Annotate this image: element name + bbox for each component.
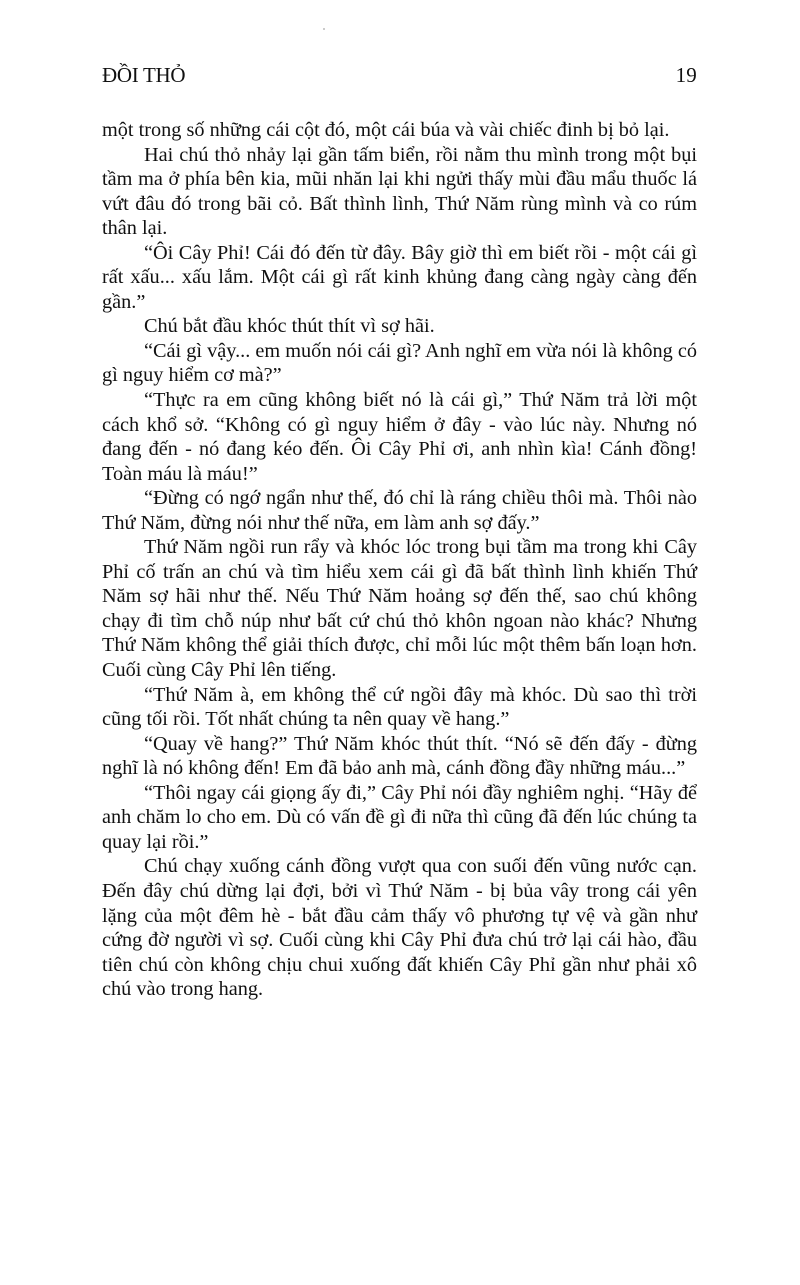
paragraph: Thứ Năm ngồi run rẩy và khóc lóc trong bụi tầm ma trong khi Cây Phỉ cố trấn an chú và tìm hiểu xem cái gì đã bất thình lình khiến Thứ Năm sợ hãi như thế. Nếu Thứ Năm hoảng sợ đến thế, sao chú không chạy đi tìm chỗ núp như bất cứ chú thỏ khôn ngoan nào khác? Nhưng Thứ Năm không thể giải thích được, chỉ mỗi lúc một thêm bấn loạn hơn. Cuối cùng Cây Phỉ lên tiếng. xyxy=(102,536,697,682)
paragraph: Hai chú thỏ nhảy lại gần tấm biển, rồi nằm thu mình trong một bụi tầm ma ở phía bên kia, mũi nhăn lại khi ngửi thấy mùi đầu mẩu thuốc lá vứt đâu đó trong bãi cỏ. Bất thình lình, Thứ Năm rùng mình và co rúm thân lại. xyxy=(102,143,697,240)
running-header xyxy=(102,63,697,88)
paragraph: “Thôi ngay cái giọng ấy đi,” Cây Phỉ nói đầy nghiêm nghị. “Hãy để anh chăm lo cho em. Dù có vấn đề gì đi nữa thì cũng đã đến lúc chúng ta quay lại rồi.” xyxy=(102,781,697,853)
running-title: ĐỒI THỎ xyxy=(102,63,186,87)
paragraph: “Quay về hang?” Thứ Năm khóc thút thít. “Nó sẽ đến đấy - đừng nghĩ là nó không đến! Em đã bảo anh mà, cánh đồng đầy những máu...” xyxy=(102,732,697,780)
body-text xyxy=(102,118,697,1002)
paragraph: “Cái gì vậy... em muốn nói cái gì? Anh nghĩ em vừa nói là không có gì nguy hiểm cơ mà?” xyxy=(102,339,697,387)
paragraph: “Ôi Cây Phỉ! Cái đó đến từ đây. Bây giờ thì em biết rồi - một cái gì rất xấu... xấu lắm. Một cái gì rất kinh khủng đang càng ngày càng đến gần.” xyxy=(102,241,697,313)
paragraph: “Thứ Năm à, em không thể cứ ngồi đây mà khóc. Dù sao thì trời cũng tối rồi. Tốt nhất chúng ta nên quay về hang.” xyxy=(102,683,697,731)
scan-speck xyxy=(323,28,325,30)
paragraph: Chú bắt đầu khóc thút thít vì sợ hãi. xyxy=(144,315,435,338)
paragraph: một trong số những cái cột đó, một cái búa và vài chiếc đinh bị bỏ lại. xyxy=(102,119,670,141)
page-number: 19 xyxy=(675,63,697,87)
paragraph: “Thực ra em cũng không biết nó là cái gì,” Thứ Năm trả lời một cách khổ sở. “Không có gì nguy hiểm ở đây - vào lúc này. Nhưng nó đang đến - nó đang kéo đến. Ôi Cây Phỉ ơi, anh nhìn kìa! Cánh đồng! Toàn máu là máu!” xyxy=(102,389,697,485)
paragraph: “Đừng có ngớ ngẩn như thế, đó chỉ là ráng chiều thôi mà. Thôi nào Thứ Năm, đừng nói như thế nữa, em làm anh sợ đấy.” xyxy=(102,487,697,534)
paragraph: Chú chạy xuống cánh đồng vượt qua con suối đến vũng nước cạn. Đến đây chú dừng lại đợi, bởi vì Thứ Năm - bị bủa vây trong cái yên lặng của một đêm hè - bắt đầu cảm thấy vô phương tự vệ và gần như cứng đờ người vì sợ. Cuối cùng khi Cây Phỉ đưa chú trở lại cái hào, đầu tiên chú còn không chịu chui xuống đất khiến Cây Phỉ gần như phải xô chú vào trong hang. xyxy=(102,855,697,1001)
